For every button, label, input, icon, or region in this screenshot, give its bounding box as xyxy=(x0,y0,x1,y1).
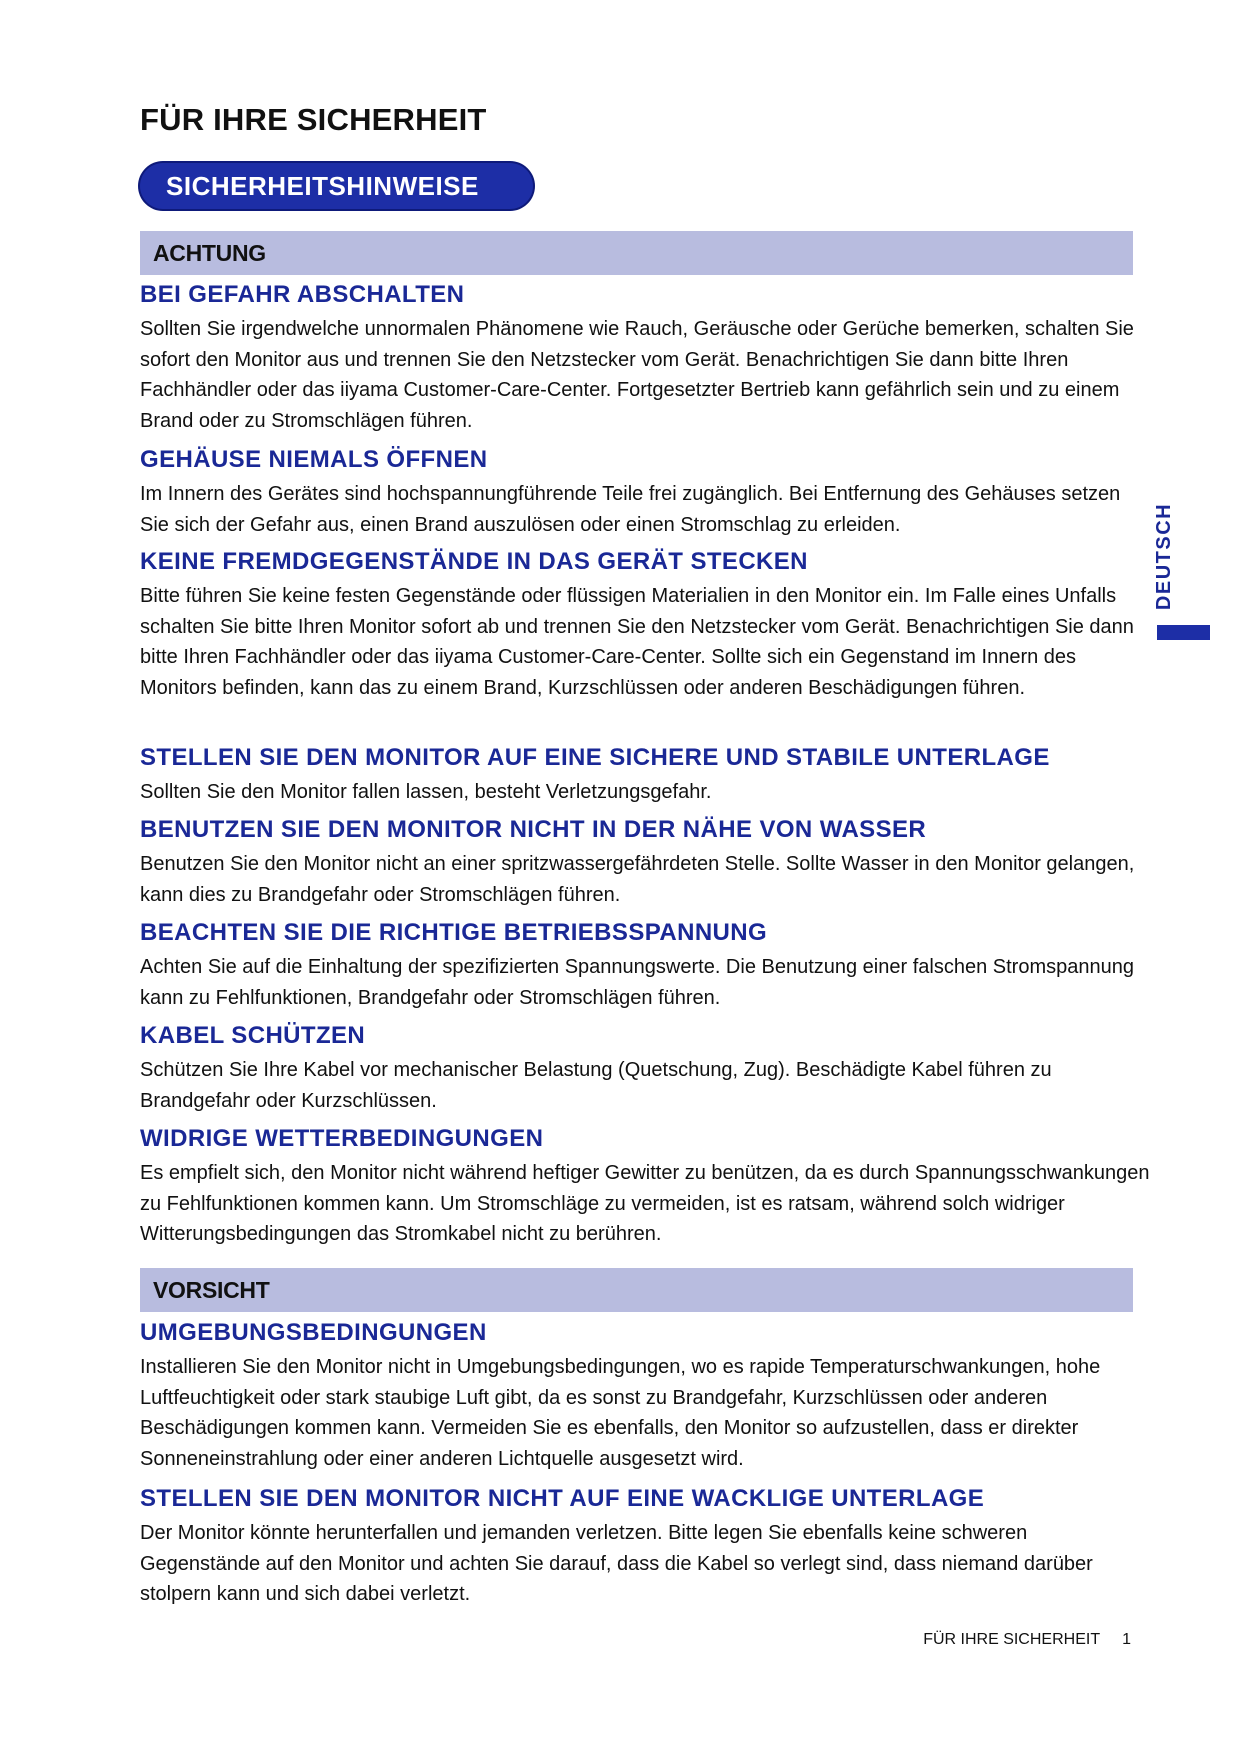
section-body: Achten Sie auf die Einhaltung der spezifizierten Spannungswerte. Die Benutzung einer falschen Stromspannung kann zu Fehlfunktionen, Brandgefahr oder Stromschlägen führen. xyxy=(140,956,1134,1009)
section-betriebsspannung xyxy=(140,918,1150,1013)
section-heading: WIDRIGE WETTERBEDINGUNGEN xyxy=(140,1125,544,1152)
section-body: Es empfielt sich, den Monitor nicht während heftiger Gewitter zu benützen, da es durch Spannungsschwankungen zu Fehlfunktionen kommen kann. Um Stromschläge zu vermeiden, ist es ratsam, während solch widriger Witterungsbedingungen das Stromkabel nicht zu berühren. xyxy=(140,1162,1150,1245)
achtung-band: ACHTUNG xyxy=(140,231,1133,275)
section-heading: BEACHTEN SIE DIE RICHTIGE BETRIEBSSPANNUNG xyxy=(140,919,768,946)
section-body: Bitte führen Sie keine festen Gegenstände oder flüssigen Materialien in den Monitor ein. Im Falle eines Unfalls schalten Sie bitte Ihren Monitor sofort ab und trennen Sie den Netzstecker vom Gerät. Benachrichtigen Sie dann bitte Ihren Fachhändler oder das iiyama Customer-Care-Center. Sollte sich ein Gegenstand im Innern des Monitors befinden, kann das zu einem Brand, Kurzschlüssen oder anderen Beschädigungen führen. xyxy=(140,585,1134,699)
language-tab-marker xyxy=(1157,625,1210,640)
language-side-tab xyxy=(1148,497,1182,615)
section-body: Installieren Sie den Monitor nicht in Umgebungsbedingungen, wo es rapide Temperaturschwankungen, hohe Luftfeuchtigkeit oder stark staubige Luft gibt, da es sonst zu Brandgefahr, Kurzschlüssen oder anderen Beschädigungen kommen kann. Vermeiden Sie es ebenfalls, den Monitor so aufzustellen, dass er direkter Sonneneinstrahlung oder einer anderen Lichtquelle ausgesetzt wird. xyxy=(140,1356,1101,1470)
section-gehaeuse xyxy=(140,445,1150,540)
footer-label: FÜR IHRE SICHERHEIT xyxy=(923,1631,1101,1648)
section-heading: STELLEN SIE DEN MONITOR AUF EINE SICHERE UND STABILE UNTERLAGE xyxy=(140,744,1050,771)
section-body: Schützen Sie Ihre Kabel vor mechanischer Belastung (Quetschung, Zug). Beschädigte Kabel führen zu Brandgefahr oder Kurzschlüssen. xyxy=(140,1059,1052,1112)
page-number: 1 xyxy=(1122,1631,1131,1648)
section-umgebung xyxy=(140,1318,1150,1474)
section-heading: BENUTZEN SIE DEN MONITOR NICHT IN DER NÄHE VON WASSER xyxy=(140,816,927,843)
section-body: Im Innern des Gerätes sind hochspannungführende Teile frei zugänglich. Bei Entfernung des Gehäuses setzen Sie sich der Gefahr aus, einen Brand auszulösen oder einen Stromschlag zu erleiden. xyxy=(140,483,1121,536)
section-heading: BEI GEFAHR ABSCHALTEN xyxy=(140,281,465,308)
section-wacklige-unterlage xyxy=(140,1484,1150,1610)
page-footer xyxy=(923,1631,1131,1649)
section-heading: KABEL SCHÜTZEN xyxy=(140,1022,366,1049)
vorsicht-band: VORSICHT xyxy=(140,1268,1133,1312)
section-body: Der Monitor könnte herunterfallen und jemanden verletzen. Bitte legen Sie ebenfalls keine schweren Gegenstände auf den Monitor und achten Sie darauf, dass die Kabel so verlegt sind, dass niemand darüber stolpern kann und sich dabei verletzt. xyxy=(140,1522,1093,1605)
section-kabel xyxy=(140,1021,1150,1116)
section-wetter xyxy=(140,1124,1150,1250)
section-bei-gefahr xyxy=(140,280,1150,436)
section-heading: UMGEBUNGSBEDINGUNGEN xyxy=(140,1319,487,1346)
section-body: Sollten Sie irgendwelche unnormalen Phänomene wie Rauch, Geräusche oder Gerüche bemerken, schalten Sie sofort den Monitor aus und trennen Sie den Netzstecker vom Gerät. Benachrichtigen Sie dann bitte Ihren Fachhändler oder das iiyama Customer-Care-Center. Fortgesetzter Bertrieb kann gefährlich sein und zu einem Brand oder zu Stromschlägen führen. xyxy=(140,318,1134,432)
section-body: Sollten Sie den Monitor fallen lassen, besteht Verletzungsgefahr. xyxy=(140,781,712,803)
section-heading: GEHÄUSE NIEMALS ÖFFNEN xyxy=(140,446,488,473)
section-fremdgegenstaende xyxy=(140,547,1150,703)
section-pill-label: SICHERHEITSHINWEISE xyxy=(140,163,533,209)
section-stabile-unterlage xyxy=(140,743,1150,808)
page-title: FÜR IHRE SICHERHEIT xyxy=(140,102,487,137)
section-heading: STELLEN SIE DEN MONITOR NICHT AUF EINE WACKLIGE UNTERLAGE xyxy=(140,1485,985,1512)
section-body: Benutzen Sie den Monitor nicht an einer spritzwassergefährdeten Stelle. Sollte Wasser in den Monitor gelangen, kann dies zu Brandgefahr oder Stromschlägen führen. xyxy=(140,853,1135,906)
section-heading: KEINE FREMDGEGENSTÄNDE IN DAS GERÄT STECKEN xyxy=(140,548,808,575)
language-label: DEUTSCH xyxy=(1153,502,1176,610)
section-wasser xyxy=(140,815,1150,910)
